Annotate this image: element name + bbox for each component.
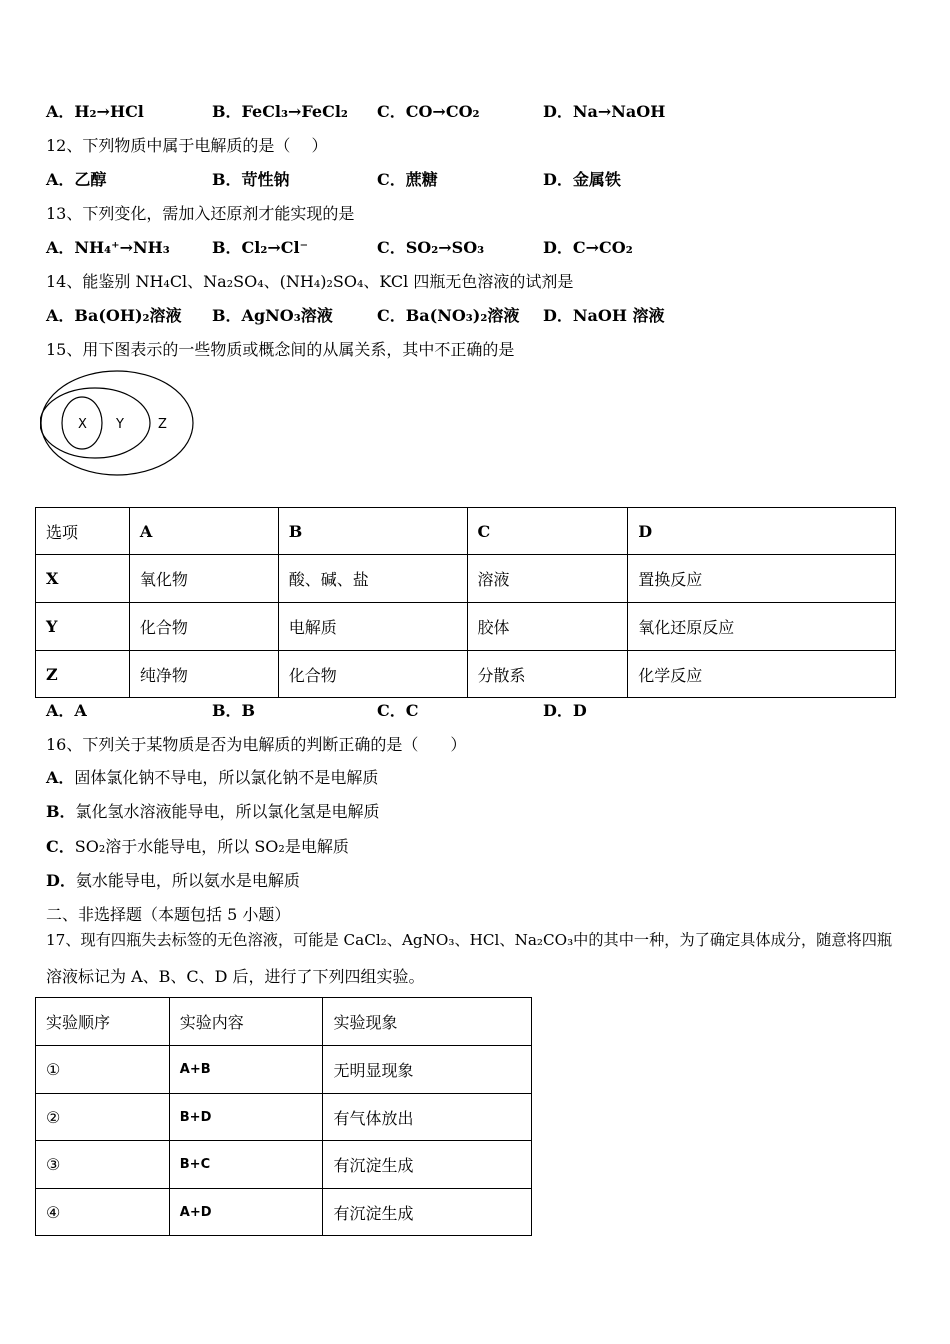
table-cell: ① (36, 1046, 170, 1094)
table-cell: 酸、碱、盐 (278, 555, 467, 603)
table-cell: Z (36, 651, 130, 698)
set-y-ellipse (40, 388, 150, 458)
table-row (36, 1094, 532, 1141)
q15-option-d: D．D (543, 701, 587, 720)
q17-table (35, 997, 532, 1236)
table-cell: ② (36, 1094, 170, 1141)
table-cell: A+D (169, 1189, 323, 1236)
table-row (36, 555, 896, 603)
table-row (36, 1189, 532, 1236)
section-title: 二、非选择题（本题包括 5 小题） (46, 905, 291, 924)
set-z-label: Z (158, 417, 167, 432)
q15-option-b: B．B (212, 701, 256, 720)
table-cell: 实验现象 (323, 998, 532, 1046)
q16-option-b: B．氯化氢水溶液能导电，所以氯化氢是电解质 (46, 802, 380, 821)
q14-option-b: B．AgNO₃溶液 (212, 306, 333, 325)
q16-option-a: A．固体氯化钠不导电，所以氯化钠不是电解质 (46, 768, 379, 787)
table-cell: B+C (169, 1141, 323, 1189)
set-x-label: X (78, 417, 87, 432)
q16-stem: 16、下列关于某物质是否为电解质的判断正确的是（ ） (46, 735, 467, 754)
table-cell: Y (36, 603, 130, 651)
q15-option-a: A．A (46, 701, 87, 720)
q17-stem-line2: 溶液标记为 A、B、C、D 后，进行了下列四组实验。 (46, 967, 425, 986)
q13-option-c: C．SO₂→SO₃ (377, 238, 485, 257)
q15-option-c: C．C (377, 701, 419, 720)
table-cell: 分散系 (467, 651, 628, 698)
q17-stem-line1: 17、现有四瓶失去标签的无色溶液，可能是 CaCl₂、AgNO₃、HCl、Na₂CO₃中的其中一种，为了确定具体成分，随意将四瓶 (46, 931, 893, 949)
q14-option-a: A．Ba(OH)₂溶液 (46, 306, 182, 325)
table-cell: ③ (36, 1141, 170, 1189)
table-cell: 纯净物 (129, 651, 278, 698)
q16-option-c: C．SO₂溶于水能导电，所以 SO₂是电解质 (46, 837, 349, 856)
q13-option-d: D．C→CO₂ (543, 238, 633, 257)
table-cell: 化合物 (278, 651, 467, 698)
table-cell: X (36, 555, 130, 603)
table-row (36, 998, 532, 1046)
table-cell: 无明显现象 (323, 1046, 532, 1094)
q14-stem: 14、能鉴别 NH₄Cl、Na₂SO₄、(NH₄)₂SO₄、KCl 四瓶无色溶液的试剂是 (46, 272, 574, 291)
table-cell: 实验顺序 (36, 998, 170, 1046)
table-cell: 电解质 (278, 603, 467, 651)
table-cell: 溶液 (467, 555, 628, 603)
nested-sets-diagram (40, 368, 200, 480)
q14-option-d: D．NaOH 溶液 (543, 306, 665, 325)
table-row (36, 1046, 532, 1094)
table-cell: 有气体放出 (323, 1094, 532, 1141)
q11-option-b: B．FeCl₃→FeCl₂ (212, 102, 348, 121)
table-cell: 化学反应 (628, 651, 896, 698)
table-cell: 氧化物 (129, 555, 278, 603)
table-cell: C (467, 508, 628, 555)
table-cell: 氧化还原反应 (628, 603, 896, 651)
q16-option-d: D．氨水能导电，所以氨水是电解质 (46, 871, 300, 890)
q11-option-a: A．H₂→HCl (46, 102, 144, 121)
table-row (36, 508, 896, 555)
table-cell: 化合物 (129, 603, 278, 651)
q11-option-c: C．CO→CO₂ (377, 102, 480, 121)
table-row (36, 603, 896, 651)
table-cell: 选项 (36, 508, 130, 555)
table-cell: 置换反应 (628, 555, 896, 603)
table-cell: 有沉淀生成 (323, 1141, 532, 1189)
set-y-label: Y (116, 417, 124, 432)
q12-option-a: A．乙醇 (46, 170, 107, 189)
q13-option-b: B．Cl₂→Cl⁻ (212, 238, 309, 257)
q12-option-d: D．金属铁 (543, 170, 621, 189)
q12-option-c: C．蔗糖 (377, 170, 438, 189)
q13-option-a: A．NH₄⁺→NH₃ (46, 238, 170, 257)
table-cell: 有沉淀生成 (323, 1189, 532, 1236)
table-row (36, 651, 896, 698)
table-cell: A+B (169, 1046, 323, 1094)
table-cell: 实验内容 (169, 998, 323, 1046)
q15-stem: 15、用下图表示的一些物质或概念间的从属关系，其中不正确的是 (46, 340, 515, 359)
table-cell: B+D (169, 1094, 323, 1141)
q12-stem: 12、下列物质中属于电解质的是（ ） (46, 136, 328, 155)
q11-option-d: D．Na→NaOH (543, 102, 666, 121)
table-cell: A (129, 508, 278, 555)
q13-stem: 13、下列变化，需加入还原剂才能实现的是 (46, 204, 355, 223)
table-cell: B (278, 508, 467, 555)
table-cell: ④ (36, 1189, 170, 1236)
q12-option-b: B．苛性钠 (212, 170, 290, 189)
q15-table (35, 507, 896, 698)
table-cell: 胶体 (467, 603, 628, 651)
table-row (36, 1141, 532, 1189)
table-cell: D (628, 508, 896, 555)
q14-option-c: C．Ba(NO₃)₂溶液 (377, 306, 520, 325)
